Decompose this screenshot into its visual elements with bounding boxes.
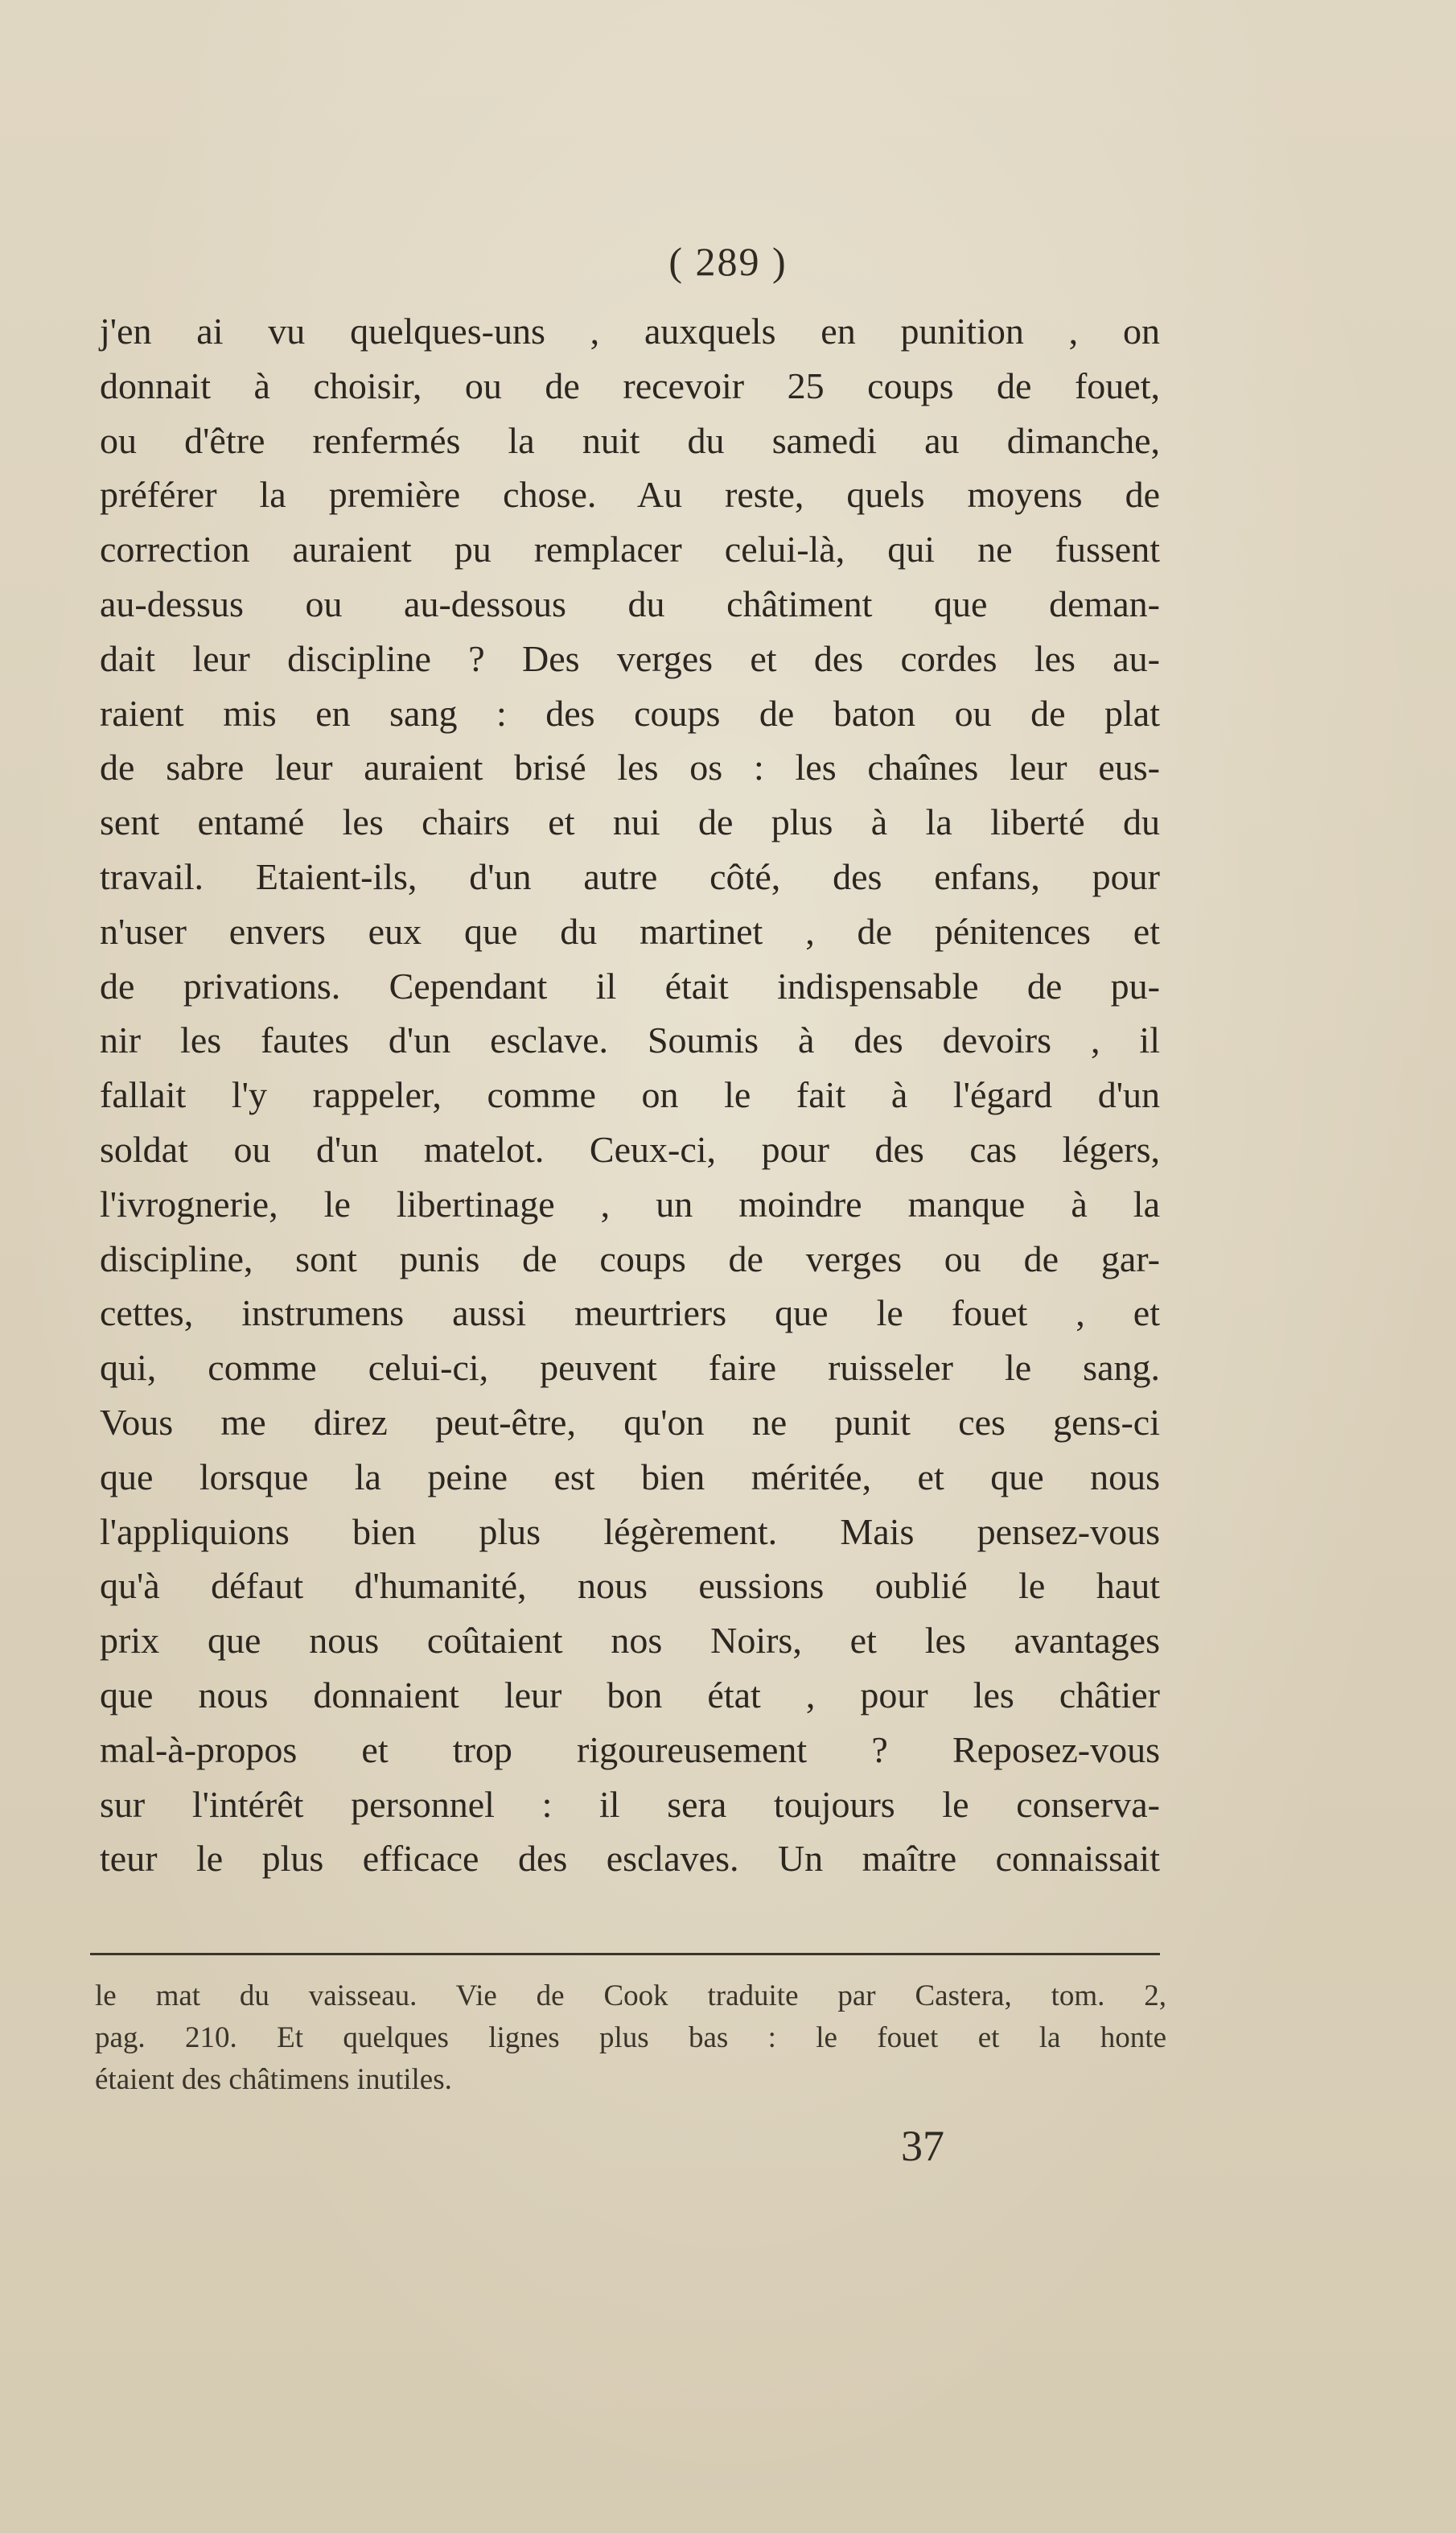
footnote — [95, 1975, 1166, 2101]
body-text — [100, 304, 1160, 1886]
text-line: travail. Etaient-ils, d'un autre côté, des enfans, pour — [100, 855, 1160, 897]
footnote-line: étaient des châtimens inutiles. — [95, 2063, 452, 2096]
text-line: prix que nous coûtaient nos Noirs, et les avantages — [100, 1620, 1160, 1662]
footnote-line: le mat du vaisseau. Vie de Cook traduite par Castera, tom. 2, — [95, 1979, 1166, 2012]
text-line: que nous donnaient leur bon état , pour les châtier — [100, 1674, 1160, 1715]
text-line: dait leur discipline ? Des verges et des cordes les au- — [100, 637, 1160, 679]
text-line: fallait l'y rappeler, comme on le fait à l'égard d'un — [100, 1074, 1160, 1116]
page-number: ( 289 ) — [668, 239, 788, 284]
text-line: donnait à choisir, ou de recevoir 25 coups de fouet, — [100, 365, 1160, 406]
text-line: préférer la première chose. Au reste, quels moyens de — [100, 474, 1160, 516]
text-line: l'ivrognerie, le libertinage , un moindre manque à la — [100, 1183, 1160, 1225]
footnote-rule — [90, 1953, 1160, 1955]
text-line: soldat ou d'un matelot. Ceux-ci, pour des cas légers, — [100, 1128, 1160, 1170]
text-line: mal-à-propos et trop rigoureusement ? Reposez-vous — [100, 1728, 1160, 1770]
signature-mark: 37 — [901, 2122, 944, 2170]
text-line: l'appliquions bien plus légèrement. Mais pensez-vous — [100, 1510, 1160, 1552]
text-line: ou d'être renfermés la nuit du samedi au dimanche, — [100, 419, 1160, 461]
text-line: teur le plus efficace des esclaves. Un maître connaissait — [100, 1838, 1160, 1880]
text-line: sent entamé les chairs et nui de plus à la liberté du — [100, 801, 1160, 843]
text-line: discipline, sont punis de coups de verges ou de gar- — [100, 1238, 1160, 1279]
text-line: de privations. Cependant il était indispensable de pu- — [100, 965, 1160, 1007]
text-line: correction auraient pu remplacer celui-là, qui ne fussent — [100, 529, 1160, 570]
text-line: qui, comme celui-ci, peuvent faire ruisseler le sang. — [100, 1347, 1160, 1389]
text-line: au-dessus ou au-dessous du châtiment que deman- — [100, 583, 1160, 624]
text-line: nir les fautes d'un esclave. Soumis à des devoirs , il — [100, 1019, 1160, 1061]
footnote-line: pag. 210. Et quelques lignes plus bas : le fouet et la honte — [95, 2021, 1166, 2054]
text-line: de sabre leur auraient brisé les os : les chaînes leur eus- — [100, 747, 1160, 789]
text-line: raient mis en sang : des coups de baton ou de plat — [100, 692, 1160, 734]
text-line: Vous me direz peut-être, qu'on ne punit ces gens-ci — [100, 1401, 1160, 1443]
text-line: n'user envers eux que du martinet , de pénitences et — [100, 910, 1160, 952]
text-line: que lorsque la peine est bien méritée, et que nous — [100, 1456, 1160, 1497]
text-line: qu'à défaut d'humanité, nous eussions oublié le haut — [100, 1565, 1160, 1607]
text-line: j'en ai vu quelques-uns , auxquels en punition , on — [100, 311, 1160, 352]
text-line: sur l'intérêt personnel : il sera toujours le conserva- — [100, 1783, 1160, 1825]
text-line: cettes, instrumens aussi meurtriers que le fouet , et — [100, 1292, 1160, 1334]
